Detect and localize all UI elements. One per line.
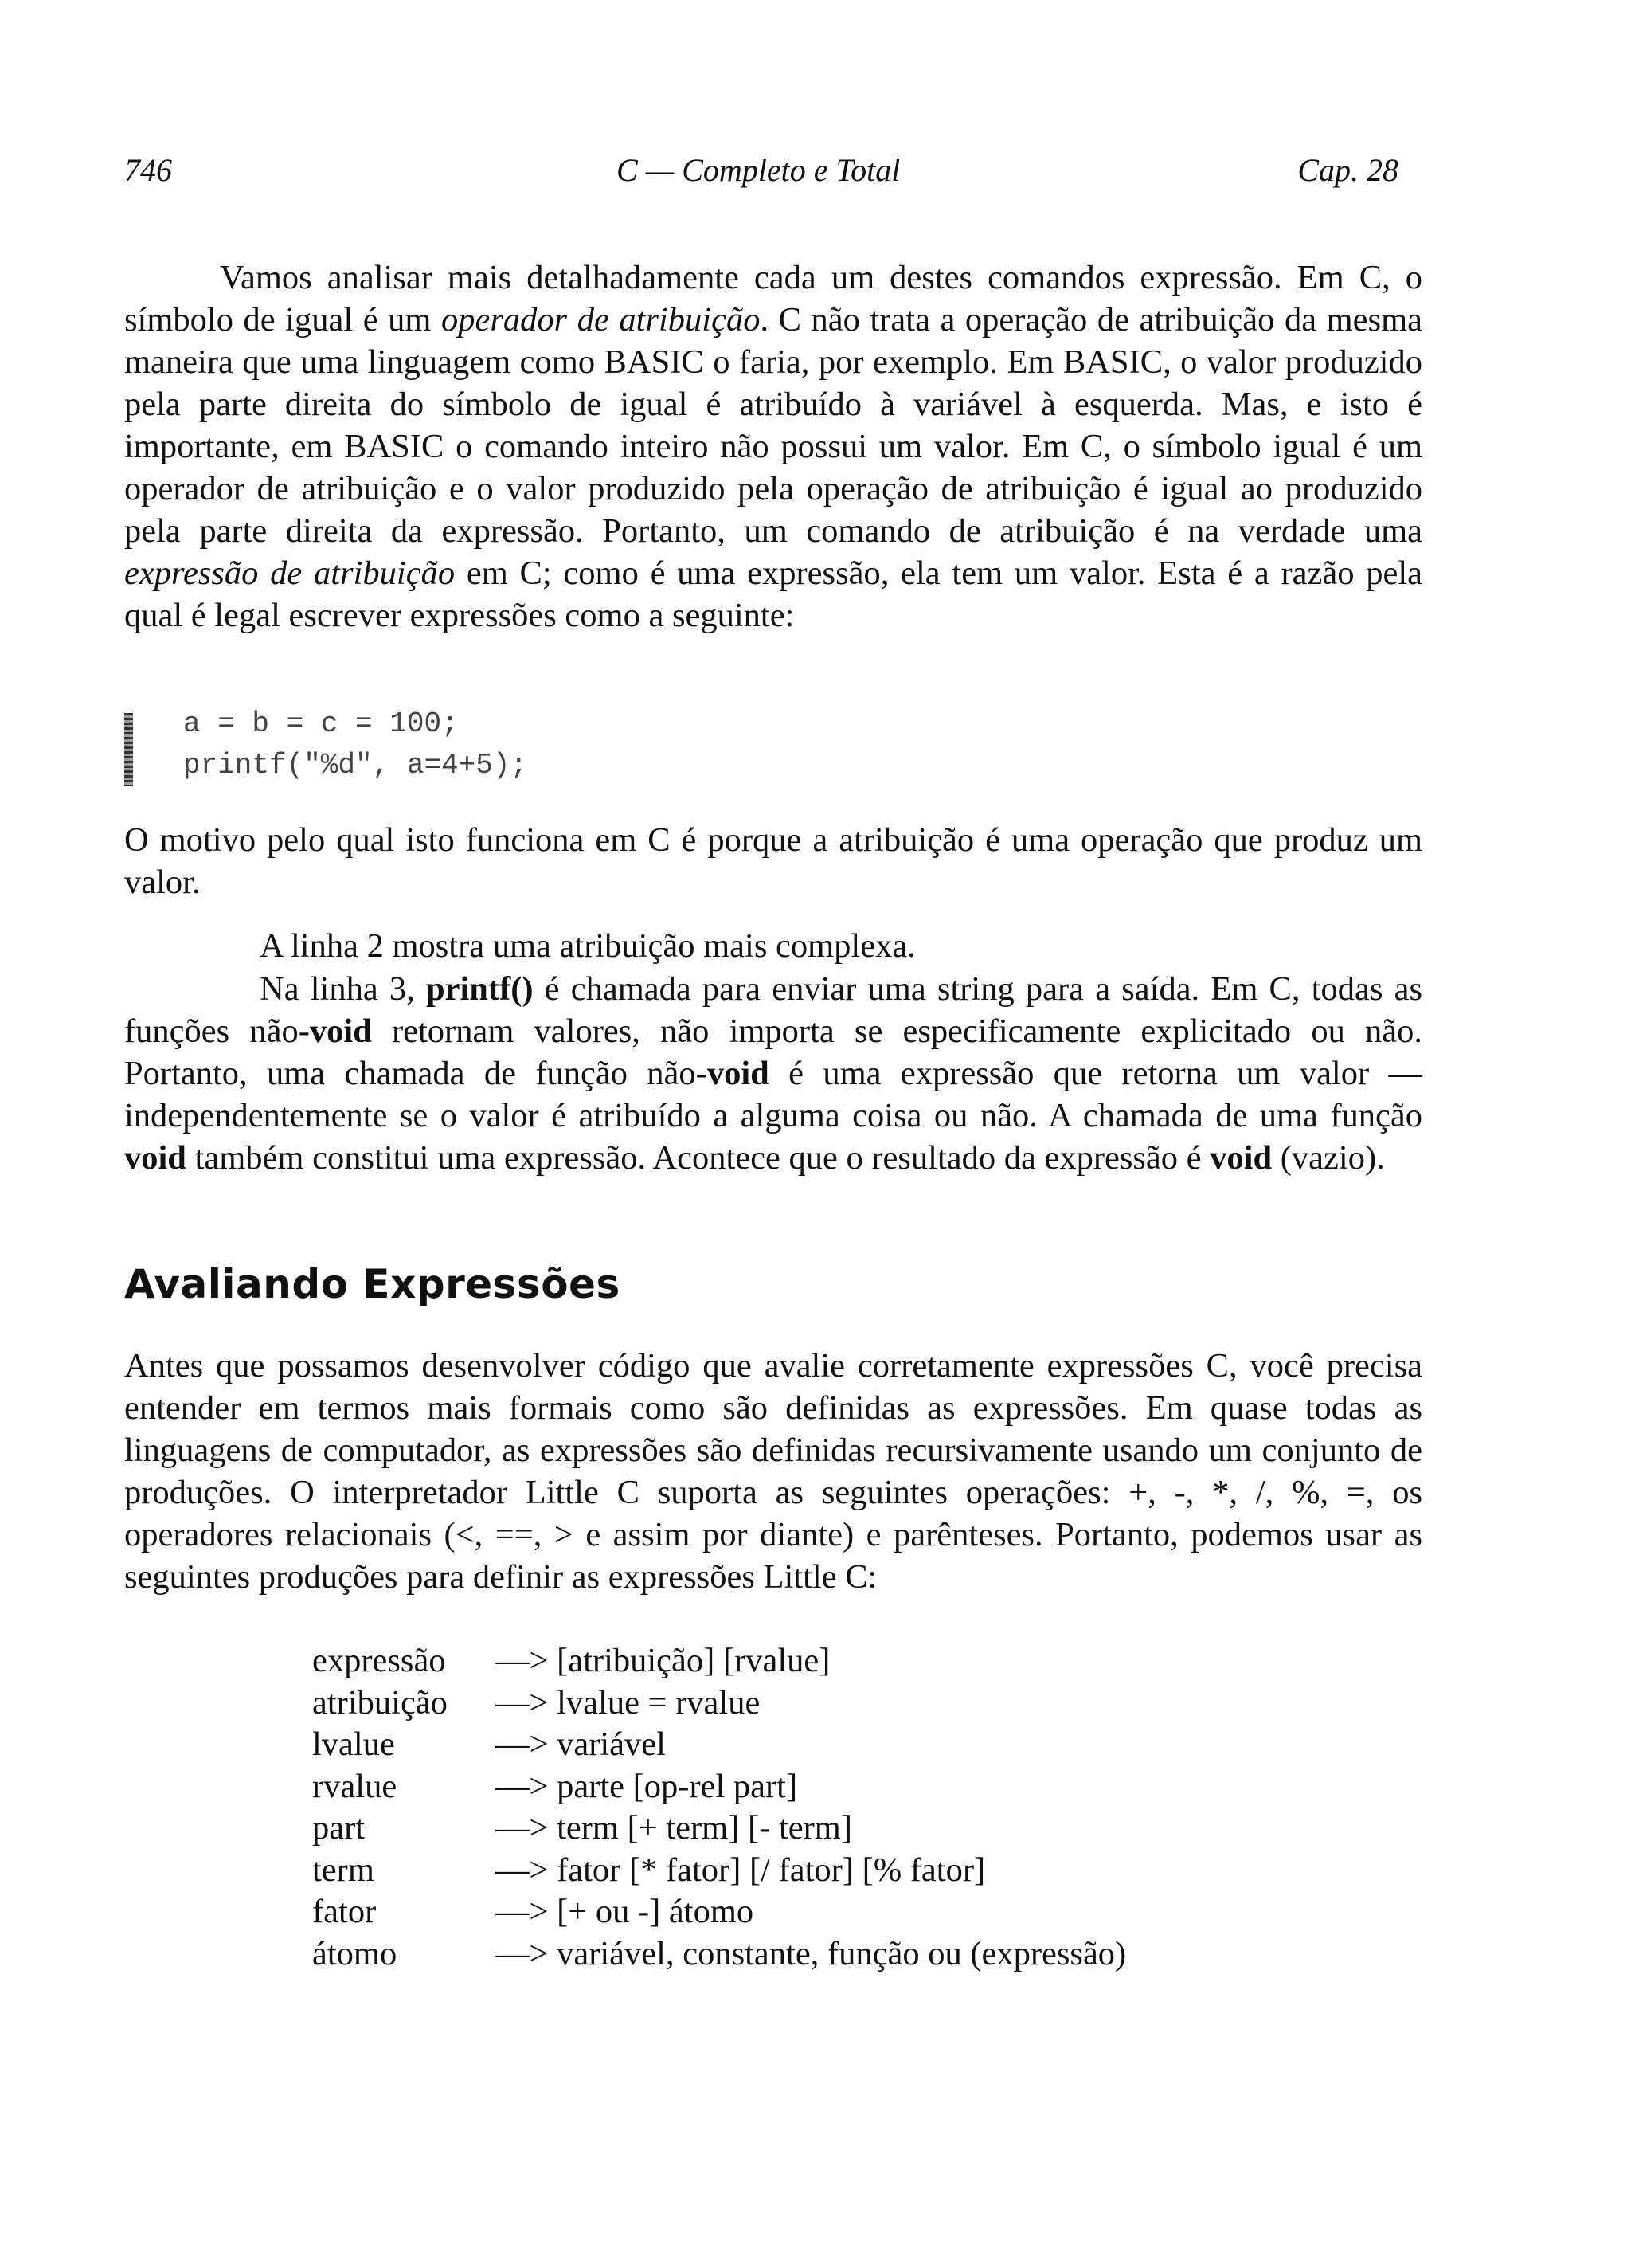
grammar-rhs: —> term [+ term] [- term] — [495, 1809, 852, 1847]
code-line-1: a = b = c = 100; — [183, 707, 459, 740]
page-number: 746 — [124, 152, 172, 188]
running-title: C — Completo e Total — [616, 152, 901, 188]
code-marker-bar — [124, 713, 133, 786]
grammar-row — [312, 1808, 1126, 1850]
code-line-2: printf("%d", a=4+5); — [183, 749, 528, 781]
grammar-rhs: —> lvalue = rvalue — [495, 1683, 761, 1722]
grammar-productions — [312, 1640, 1126, 1975]
grammar-lhs: term — [312, 1851, 374, 1889]
paragraph-avaliando: Antes que possamos desenvolver código que avalie corretamente expressões C, você precisa entender em termos mais formais como são definidas as expressões. Em quase todas as linguagens de computador, as expressões são definidas recursivamente usando um conjunto de produções. O interpretador Little C suporta as seguintes operações: +, -, *, /, %, =, os operadores relacionais (<, ==, > e assim por diante) e parênteses. Portanto, podemos usar as seguintes produções para definir as expressões Little C: — [124, 1347, 1422, 1596]
emphasis-operador-de-atribuicao: operador de atribuição — [440, 301, 761, 339]
page-header — [124, 151, 1398, 199]
grammar-row — [312, 1724, 1126, 1766]
chapter-label: Cap. 28 — [1297, 152, 1398, 188]
grammar-rhs: —> parte [op-rel part] — [495, 1767, 798, 1805]
grammar-lhs: atribuição — [312, 1683, 448, 1722]
grammar-row — [312, 1933, 1126, 1976]
grammar-lhs: fator — [312, 1893, 377, 1930]
emphasis-expressao-de-atribuicao: expressão de atribuição — [124, 554, 456, 592]
paragraph-linha-3: Na linha 3, printf() é chamada para enviar uma string para a saída. Em C, todas as funções não-void retornam valores, não importa se especificamente explicitado ou não. Portanto, uma chamada de função não-void é uma expressão que retorna um valor — independentemente se o valor é atribuído a alguma coisa ou não. A chamada de uma função void também constitui uma expressão. Acontece que o resultado da expressão é void (vazio). — [124, 970, 1422, 1177]
grammar-rhs: —> [atribuição] [rvalue] — [495, 1642, 831, 1679]
grammar-row — [312, 1640, 1126, 1682]
grammar-row — [312, 1682, 1126, 1725]
grammar-lhs: part — [312, 1809, 366, 1847]
grammar-row — [312, 1891, 1126, 1933]
grammar-lhs: átomo — [312, 1934, 397, 1972]
paragraph-linha-2: A linha 2 mostra uma atribuição mais complexa. — [260, 927, 916, 965]
paragraph-motivo: O motivo pelo qual isto funciona em C é porque a atribuição é uma operação que produz um valor. — [124, 821, 1422, 901]
grammar-lhs: rvalue — [312, 1767, 397, 1805]
grammar-rhs: —> variável, constante, função ou (expressão) — [495, 1934, 1127, 1972]
grammar-row — [312, 1766, 1126, 1808]
paragraph-assignment-operator: Vamos analisar mais detalhadamente cada um destes comandos expressão. Em C, o símbolo de igual é um operador de atribuição. C não trata a operação de atribuição da mesma maneira que uma linguagem como BASIC o faria, por exemplo. Em BASIC, o valor produzido pela parte direita do símbolo de igual é atribuído à variável à esquerda. Mas, e isto é importante, em BASIC o comando inteiro não possui um valor. Em C, o símbolo igual é um operador de atribuição e o valor produzido pela operação de atribuição é igual ao produzido pela parte direita da expressão. Portanto, um comando de atribuição é na verdade uma expressão de atribuição em C; como é uma expressão, ela tem um valor. Esta é a razão pela qual é legal escrever expressões como a seguinte: — [124, 259, 1422, 634]
bold-printf: printf() — [425, 970, 534, 1008]
grammar-lhs: expressão — [312, 1642, 446, 1679]
grammar-row — [312, 1850, 1126, 1892]
grammar-rhs: —> [+ ou -] átomo — [495, 1893, 754, 1930]
grammar-lhs: lvalue — [312, 1725, 395, 1763]
grammar-rhs: —> fator [* fator] [/ fator] [% fator] — [495, 1851, 986, 1889]
section-heading: Avaliando Expressões — [124, 1261, 620, 1307]
code-block — [124, 705, 761, 793]
grammar-rhs: —> variável — [495, 1725, 666, 1763]
